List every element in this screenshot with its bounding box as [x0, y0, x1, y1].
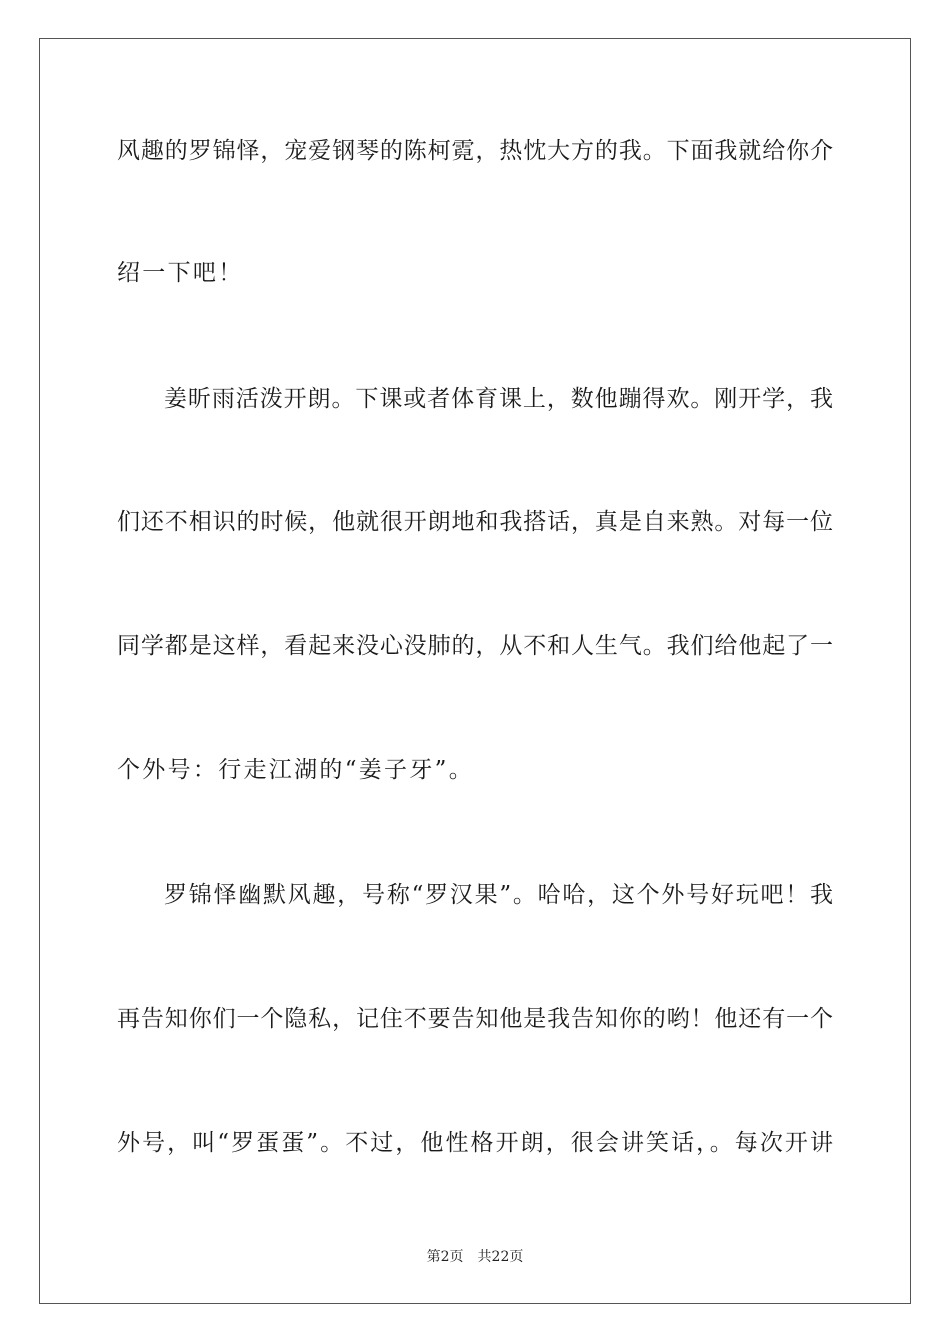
page-total: 共22页 — [477, 1249, 524, 1265]
text-line-3: 姜昕雨活泼开朗。下课或者体育课上，数他蹦得欢。刚开学，我 — [164, 386, 833, 412]
page-border — [39, 38, 911, 1304]
text-line-5: 同学都是这样，看起来没心没肺的，从不和人生气。我们给他起了一 — [117, 633, 833, 659]
text-line-4: 们还不相识的时候，他就很开朗地和我搭话，真是自来熟。对每一位 — [117, 509, 833, 535]
text-line-9: 外号，叫“罗蛋蛋”。不过，他性格开朗，很会讲笑话，。每次开讲 — [117, 1130, 833, 1156]
page-footer — [0, 1246, 950, 1266]
text-line-2: 绍一下吧！ — [117, 260, 244, 286]
text-line-6: 个外号：行走江湖的“姜子牙”。 — [117, 757, 475, 783]
text-line-1: 风趣的罗锦怿，宠爱钢琴的陈柯霓，热忱大方的我。下面我就给你介 — [117, 138, 833, 164]
page-number: 第2页 — [426, 1249, 464, 1265]
text-line-7: 罗锦怿幽默风趣，号称“罗汉果”。哈哈，这个外号好玩吧！我 — [164, 882, 833, 908]
text-line-8: 再告知你们一个隐私，记住不要告知他是我告知你的哟！他还有一个 — [117, 1006, 833, 1032]
